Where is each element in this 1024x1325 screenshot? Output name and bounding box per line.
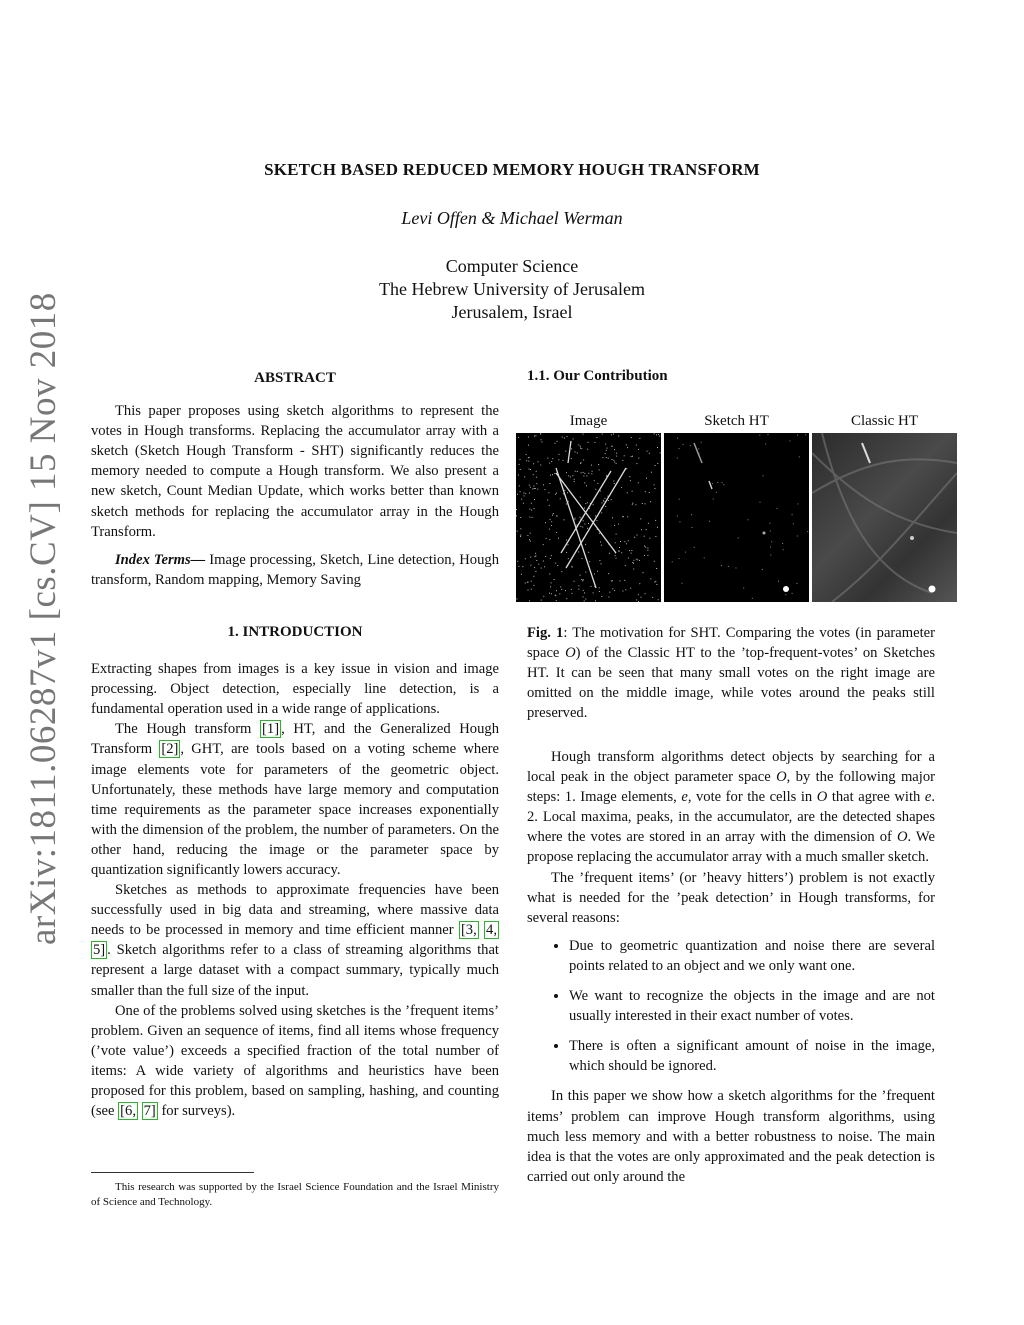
sketch-ht-graphic — [664, 433, 809, 602]
text-span: . We propose replacing the accumulator array with a much smaller sketch. — [527, 829, 935, 866]
text-span: One of the problems solved using sketches is the ’frequent items’ problem. Given an sequence of items, find all items whose frequency (’vote value’) exceeds a specified fraction of the total number of items: A wide variety of algorithms and heuristics have been proposed for this problem, based on sampling, hashing, and counting (see — [91, 1002, 499, 1120]
arxiv-identifier: arXiv:1811.06287v1 [cs.CV] 15 Nov 2018 — [23, 292, 64, 945]
footnote: This research was supported by the Israel Science Foundation and the Israel Ministry of Science and Technology. — [91, 1181, 499, 1208]
right-paragraph-2: The ’frequent items’ (or ’heavy hitters’) problem is not exactly what is needed for the ’peak detection’ in Hough transforms, for several reasons: — [527, 869, 935, 926]
index-terms — [91, 550, 499, 590]
figure-panel-image — [516, 433, 661, 602]
text-span: : The motivation for SHT. Comparing the votes (in parameter space — [527, 625, 935, 662]
intro-paragraph-1: Extracting shapes from images is a key issue in vision and image processing. Object detection, especially line detection, is a fundamental operation used in a wide range of applications. — [91, 661, 499, 718]
math-symbol: O — [565, 645, 576, 662]
index-terms-text: Image processing, Sketch, Line detection, Hough transform, Random mapping, Memory Saving — [91, 551, 499, 588]
list-item: • We want to recognize the objects in the image and are not usually interested in their exact number of votes. — [569, 986, 935, 1026]
lines-image-graphic — [516, 433, 661, 602]
subsection-heading: 1.1. Our Contribution — [527, 368, 668, 384]
figure-caption — [527, 623, 935, 723]
text-span: for surveys). — [157, 1103, 236, 1120]
figure-label-image: Image — [569, 413, 608, 429]
list-item: • Due to geometric quantization and noise there are several points related to an object and we only want one. — [569, 936, 935, 976]
math-symbol: O — [896, 829, 908, 846]
abstract-text: This paper proposes using sketch algorithms to represent the votes in Hough transforms. Replacing the accumulator array with a sketch (Sketch Hough Transform - SHT) significantly reduces the memory needed to compute a Hough transform. We also present a new sketch, Count Median Update, which works better than known sketch methods for replacing the accumulator array in the Hough Transform. — [91, 403, 499, 540]
right-column — [527, 747, 935, 1187]
caption-text — [527, 623, 935, 723]
figure-panel-sketch-ht — [664, 433, 809, 602]
text-span: The Hough transform — [115, 721, 261, 738]
text-span: . Sketch algorithms refer to a class of streaming algorithms that represent a large dataset with a compact summary, typically much smaller than the full size of the input. — [91, 942, 499, 999]
right-paragraph-1 — [527, 747, 935, 868]
citation-link[interactable]: [3, — [460, 922, 477, 939]
math-symbol: O — [816, 789, 828, 806]
intro-paragraph-3 — [91, 880, 499, 1001]
text-span: , GHT, are tools based on a voting scheme where image elements vote for parameters of the geometric object. Unfortunately, these methods have large memory and computation time requirements as the parameter space increases exponentially with the dimension of the problem, the number of parameters. On the other hand, reducing the image or the parameter space by quantization significantly lowers accuracy. — [91, 741, 500, 878]
text-span: , by the following major steps: 1. Image elements, — [527, 769, 935, 806]
affiliation-line: The Hebrew University of Jerusalem — [379, 279, 645, 299]
affiliation-line: Computer Science — [445, 256, 579, 276]
affiliation — [0, 255, 1024, 324]
citation-link[interactable]: 4, — [486, 922, 497, 939]
citation-link[interactable]: 5] — [93, 942, 106, 959]
citation-link[interactable]: 7] — [143, 1103, 156, 1120]
index-terms-label: Index Terms— — [115, 551, 206, 568]
intro-paragraph-4 — [91, 1001, 499, 1122]
citation-link[interactable]: [6, — [120, 1103, 136, 1120]
text-span: . 2. Local maxima, peaks, in the accumulator, are the detected shapes where the votes are stored in an array with the dimension of — [527, 789, 936, 846]
reasons-list — [527, 936, 935, 1077]
left-column — [91, 368, 499, 1121]
text-span: , vote for the cells in — [687, 789, 817, 806]
list-item: • There is often a significant amount of noise in the image, which should be ignored. — [569, 1036, 935, 1076]
affiliation-line: Jerusalem, Israel — [451, 302, 573, 322]
intro-paragraph-2 — [91, 719, 499, 880]
math-symbol: e — [924, 789, 932, 806]
text-span: Hough transform algorithms detect objects by searching for a local peak in the object parameter space — [527, 749, 935, 786]
figure-label-sketch: Sketch HT — [704, 413, 769, 429]
text-span: that agree with — [827, 789, 925, 806]
introduction-heading: 1. INTRODUCTION — [227, 623, 363, 640]
paper-authors: Levi Offen & Michael Werman — [401, 208, 623, 228]
citation-link[interactable]: [2] — [161, 741, 179, 758]
figure-label-classic: Classic HT — [850, 413, 919, 429]
figure-panel-classic-ht — [812, 433, 957, 602]
citation-link[interactable]: [1] — [262, 721, 280, 738]
footnote-rule — [91, 1172, 254, 1173]
text-span: , HT, and the Generalized Hough Transform — [91, 721, 499, 758]
math-symbol: e — [681, 789, 688, 806]
text-span: Sketches as methods to approximate frequencies have been successfully used in big data and streaming, where massive data needs to be processed in memory and time efficient manner — [91, 882, 499, 939]
paper-title: SKETCH BASED REDUCED MEMORY HOUGH TRANSFORM — [264, 160, 760, 179]
abstract-heading: ABSTRACT — [254, 370, 336, 386]
right-paragraph-3: In this paper we show how a sketch algorithms for the ’frequent items’ problem can improve Hough transform algorithms, using much less memory and with a better robustness to noise. The main idea is that the votes are only approximated and the peak detection is carried out only around the — [527, 1088, 935, 1185]
classic-ht-graphic — [812, 433, 957, 602]
math-symbol: O — [776, 769, 787, 786]
caption-label: Fig. 1 — [527, 625, 564, 641]
text-span: ) of the Classic HT to the ’top-frequent-votes’ on Sketches HT. It can be seen that many small votes on the right image are omitted on the middle image, while votes around the peaks still preserved. — [527, 645, 936, 722]
